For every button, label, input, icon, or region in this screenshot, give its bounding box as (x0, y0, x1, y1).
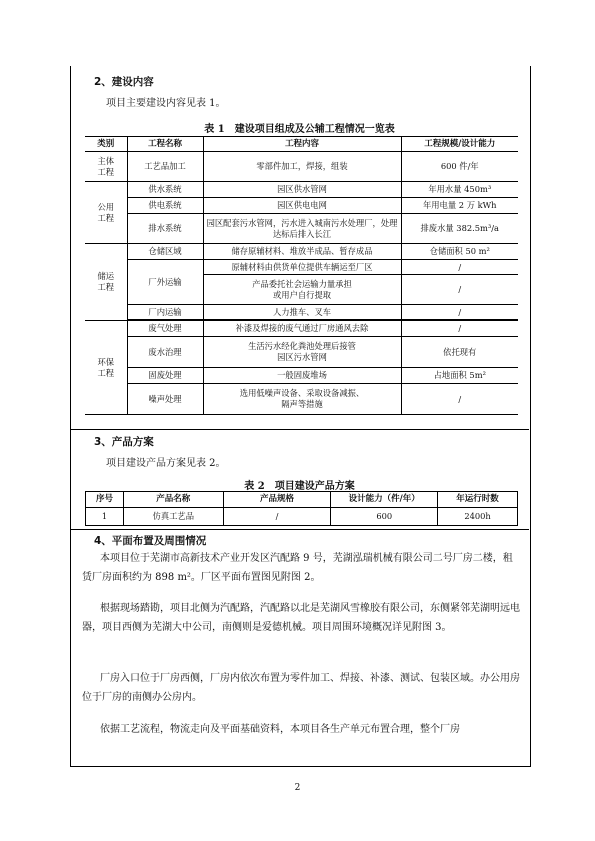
group-storage: 储运 工程 (85, 244, 127, 321)
table-1-caption: 表 1 建设项目组成及公辅工程情况一览表 (204, 124, 395, 135)
table-1-header: 工程名称 (127, 137, 203, 152)
table-cell: 选用低噪声设备、采取设备减振、 隔声等措施 (203, 384, 401, 415)
table-cell: 园区供电电网 (203, 198, 401, 214)
table-cell: 仓储区域 (127, 244, 203, 260)
table-cell: 固废处理 (127, 368, 203, 384)
table-cell: 年用水量 450m³ (401, 182, 518, 198)
table-cell: / (401, 260, 518, 275)
paragraph: 厂房入口位于厂房西侧，厂房内依次布置为零件加工、焊接、补漆、测试、包装区域。办公用房位于厂房的南侧办公房内。 (82, 673, 520, 703)
table-cell: 供水系统 (127, 182, 203, 198)
table-cell: / (401, 275, 518, 305)
table-cell: 园区供水管网 (203, 182, 401, 198)
table-cell: 零部件加工，焊接，组装 (203, 152, 401, 182)
table-cell: 厂内运输 (127, 305, 203, 320)
table-1-header: 类别 (85, 137, 127, 152)
table-cell: 排废水量 382.5m³/a (401, 214, 518, 244)
table-cell: 供电系统 (127, 198, 203, 214)
table-2-header: 年运行时数 (438, 492, 518, 508)
table-cell: / (223, 508, 331, 526)
table-cell: / (401, 384, 518, 415)
group-main: 主体 工程 (85, 152, 127, 182)
table-cell: 2400h (438, 508, 518, 526)
section-4-heading: 4、平面布置及周围情况 (94, 535, 207, 547)
table-cell: 生活污水经化粪池处理后接管 园区污水管网 (203, 337, 401, 368)
table-2-header: 设计能力（件/年） (331, 492, 438, 508)
section-3-heading: 3、产品方案 (94, 436, 154, 448)
table-1-header: 工程内容 (203, 137, 401, 152)
table-cell: 600 (331, 508, 438, 526)
section-3-intro: 项目建设产品方案见表 2。 (106, 458, 226, 469)
table-cell: / (401, 321, 518, 337)
table-cell: 园区配套污水管网，污水进入城南污水处理厂，处理达标后排入长江 (203, 214, 401, 244)
group-env: 环保 工程 (85, 321, 127, 415)
table-cell: 依托现有 (401, 337, 518, 368)
divider (70, 529, 529, 530)
section-2-heading: 2、建设内容 (94, 76, 154, 88)
table-2-header: 序号 (86, 492, 124, 508)
table-cell: 一般固废堆场 (203, 368, 401, 384)
divider (70, 429, 529, 430)
table-1 (85, 136, 518, 415)
table-cell: 1 (86, 508, 124, 526)
paragraph: 依据工艺流程，物流走向及平面基础资料，本项目各生产单元布置合理，整个厂房 (100, 724, 460, 735)
table-cell: 噪声处理 (127, 384, 203, 415)
table-cell: / (401, 305, 518, 320)
table-cell: 厂外运输 (127, 260, 203, 305)
table-cell: 仿真工艺品 (123, 508, 223, 526)
table-cell: 人力推车、叉车 (203, 305, 401, 320)
section-2-intro: 项目主要建设内容见表 1。 (106, 98, 226, 109)
table-cell: 600 件/年 (401, 152, 518, 182)
table-cell: 产品委托社会运输力量承担 或用户自行提取 (203, 275, 401, 305)
table-cell: 废气处理 (127, 321, 203, 337)
table-cell: 仓储面积 50 m² (401, 244, 518, 260)
table-cell: 废水治理 (127, 337, 203, 368)
page-number: 2 (294, 783, 301, 793)
table-2-caption: 表 2 项目建设产品方案 (244, 481, 355, 492)
table-2-header: 产品名称 (123, 492, 223, 508)
table-cell: 工艺品加工 (127, 152, 203, 182)
table-2-header: 产品规格 (223, 492, 331, 508)
table-cell: 排水系统 (127, 214, 203, 244)
table-cell: 原辅材料由供货单位提供车辆运至厂区 (203, 260, 401, 275)
table-2 (85, 491, 518, 526)
paragraph: 本项目位于芜湖市高新技术产业开发区汽配路 9 号，芜湖泓瑞机械有限公司二号厂房二楼，租赁厂房面积约为 898 m²。厂区平面布置图见附图 2。 (82, 553, 513, 583)
table-cell: 占地面积 5m² (401, 368, 518, 384)
group-utility: 公用 工程 (85, 182, 127, 244)
paragraph: 根据现场踏勘，项目北侧为汽配路，汽配路以北是芜湖风雪橡胶有限公司，东侧紧邻芜湖明远电器，项目西侧为芜湖大中公司，南侧则是爱德机械。项目周围环境概况详见附图 3。 (82, 603, 520, 633)
table-cell: 储存原辅材料、堆放半成品、暂存成品 (203, 244, 401, 260)
table-cell: 补漆及焊接的废气通过厂房通风去除 (203, 321, 401, 337)
table-1-header: 工程规模/设计能力 (401, 137, 518, 152)
table-cell: 年用电量 2 万 kWh (401, 198, 518, 214)
